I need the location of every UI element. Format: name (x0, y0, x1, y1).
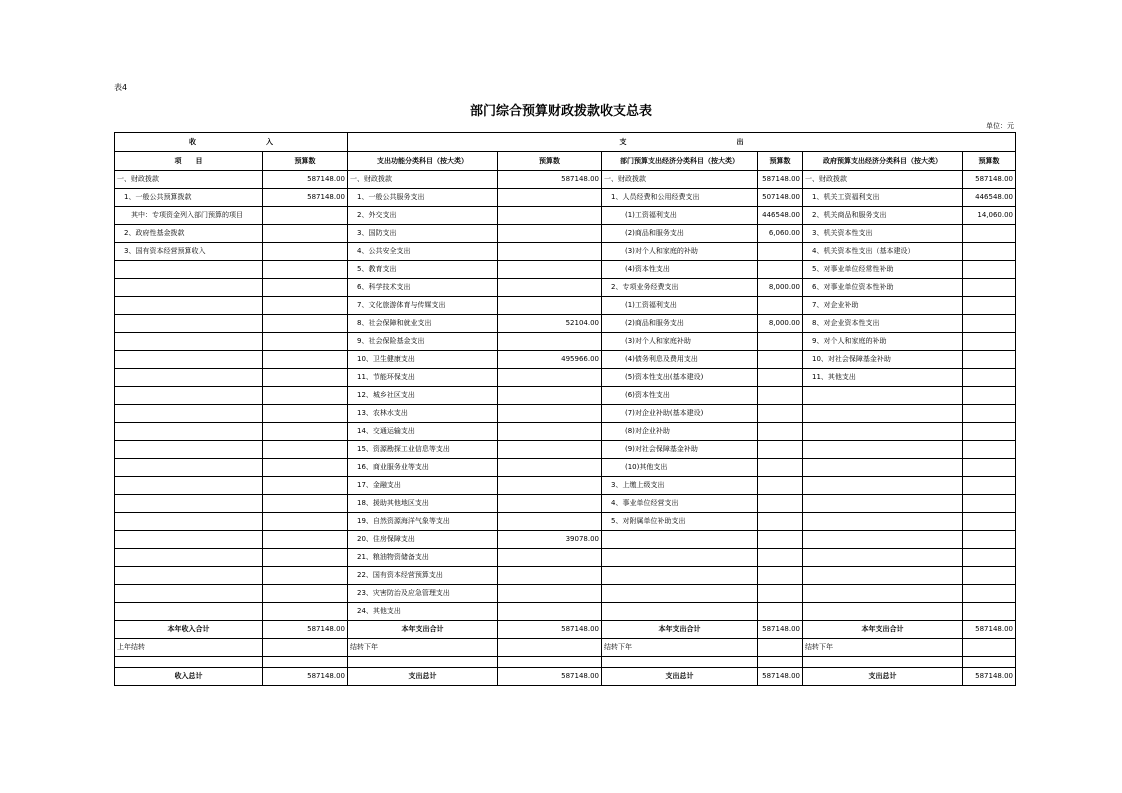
dept-econ-budget-cell: 8,000.00 (758, 315, 803, 333)
dept-econ-item-cell: 5、对附属单位补助支出 (602, 513, 758, 531)
func-budget-cell (498, 405, 602, 423)
prev-year-carry-label: 上年结转 (115, 639, 263, 657)
income-item-cell (115, 297, 263, 315)
next-year-carry-value (498, 639, 602, 657)
gov-econ-budget-cell (963, 477, 1016, 495)
gov-econ-item-cell (803, 405, 963, 423)
dept-econ-item-cell (602, 585, 758, 603)
func-subject-cell: 12、城乡社区支出 (348, 387, 498, 405)
gov-econ-budget-cell (963, 261, 1016, 279)
func-subject-cell: 22、国有资本经营预算支出 (348, 567, 498, 585)
table-row (115, 567, 1016, 585)
dept-econ-budget-cell: 6,060.00 (758, 225, 803, 243)
gov-econ-item-cell: 5、对事业单位经常性补助 (803, 261, 963, 279)
income-budget-cell: 587148.00 (263, 171, 348, 189)
table-number: 表4 (114, 83, 128, 92)
income-item-cell (115, 423, 263, 441)
table-row (115, 369, 1016, 387)
gov-econ-header: 政府预算支出经济分类科目（按大类） (803, 152, 963, 171)
func-subject-cell: 24、其他支出 (348, 603, 498, 621)
func-subject-cell: 3、国防支出 (348, 225, 498, 243)
income-item-cell: 其中：专项资金列入部门预算的项目 (115, 207, 263, 225)
gov-econ-item-cell (803, 459, 963, 477)
income-budget-cell (263, 405, 348, 423)
income-item-cell (115, 567, 263, 585)
gov-econ-budget-cell: 587148.00 (963, 171, 1016, 189)
budget-header: 预算数 (263, 152, 348, 171)
income-budget-cell: 587148.00 (263, 189, 348, 207)
dept-econ-budget-cell (758, 351, 803, 369)
gov-econ-item-cell (803, 531, 963, 549)
dept-econ-item-cell: (5)资本性支出(基本建设) (602, 369, 758, 387)
item-header: 项 目 (115, 152, 263, 171)
budget-header: 预算数 (758, 152, 803, 171)
grand-expense-label: 支出总计 (602, 668, 758, 686)
func-subject-cell: 10、卫生健康支出 (348, 351, 498, 369)
func-budget-cell (498, 567, 602, 585)
func-subject-cell: 18、援助其他地区支出 (348, 495, 498, 513)
income-budget-cell (263, 549, 348, 567)
func-budget-cell (498, 585, 602, 603)
dept-econ-item-cell (602, 531, 758, 549)
table-row (115, 405, 1016, 423)
income-budget-cell (263, 207, 348, 225)
func-budget-cell: 495966.00 (498, 351, 602, 369)
spacer-cell (803, 657, 963, 668)
income-budget-cell (263, 567, 348, 585)
gov-econ-budget-cell (963, 351, 1016, 369)
income-budget-cell (263, 243, 348, 261)
table-row (115, 225, 1016, 243)
income-item-cell (115, 351, 263, 369)
func-budget-cell (498, 459, 602, 477)
table-row (115, 351, 1016, 369)
dept-econ-item-cell: (3)对个人和家庭补助 (602, 333, 758, 351)
income-item-cell (115, 279, 263, 297)
income-total-label: 本年收入合计 (115, 621, 263, 639)
income-budget-cell (263, 495, 348, 513)
func-subject-cell: 5、教育支出 (348, 261, 498, 279)
gov-econ-item-cell (803, 603, 963, 621)
dept-econ-item-cell: 4、事业单位经营支出 (602, 495, 758, 513)
func-subject-cell: 23、灾害防治及应急管理支出 (348, 585, 498, 603)
gov-econ-item-cell (803, 477, 963, 495)
dept-econ-item-cell: (9)对社会保障基金补助 (602, 441, 758, 459)
income-budget-cell (263, 261, 348, 279)
func-budget-cell (498, 279, 602, 297)
income-item-cell: 3、国有资本经营预算收入 (115, 243, 263, 261)
dept-econ-budget-cell: 446548.00 (758, 207, 803, 225)
func-budget-cell (498, 369, 602, 387)
next-year-carry-value (758, 639, 803, 657)
income-budget-cell (263, 297, 348, 315)
func-subject-cell: 15、资源勘探工业信息等支出 (348, 441, 498, 459)
grand-expense-value: 587148.00 (498, 668, 602, 686)
func-subject-cell: 4、公共安全支出 (348, 243, 498, 261)
dept-econ-budget-cell (758, 477, 803, 495)
table-row (115, 513, 1016, 531)
budget-table (114, 132, 1016, 686)
gov-econ-budget-cell (963, 279, 1016, 297)
income-item-cell (115, 315, 263, 333)
gov-econ-budget-cell (963, 423, 1016, 441)
dept-econ-item-cell: (2)商品和服务支出 (602, 225, 758, 243)
dept-econ-item-cell: 1、人员经费和公用经费支出 (602, 189, 758, 207)
gov-econ-budget-cell (963, 243, 1016, 261)
table-row (115, 495, 1016, 513)
income-budget-cell (263, 423, 348, 441)
next-year-carry-label: 结转下年 (348, 639, 498, 657)
func-subject-header: 支出功能分类科目（按大类） (348, 152, 498, 171)
func-budget-cell: 587148.00 (498, 171, 602, 189)
dept-econ-item-cell (602, 549, 758, 567)
func-budget-cell (498, 441, 602, 459)
func-budget-cell (498, 243, 602, 261)
dept-econ-budget-cell: 587148.00 (758, 171, 803, 189)
func-subject-cell: 11、节能环保支出 (348, 369, 498, 387)
page-title: 部门综合预算财政拨款收支总表 (469, 104, 652, 119)
dept-econ-item-cell: (2)商品和服务支出 (602, 315, 758, 333)
table-row (115, 189, 1016, 207)
dept-econ-budget-cell (758, 387, 803, 405)
func-subject-cell: 16、商业服务业等支出 (348, 459, 498, 477)
gov-econ-item-cell: 1、机关工资福利支出 (803, 189, 963, 207)
income-budget-cell (263, 387, 348, 405)
dept-econ-item-cell: (4)债务利息及费用支出 (602, 351, 758, 369)
next-year-carry-label: 结转下年 (602, 639, 758, 657)
spacer-cell (498, 657, 602, 668)
func-subject-cell: 2、外交支出 (348, 207, 498, 225)
grand-expense-value: 587148.00 (963, 668, 1016, 686)
dept-econ-item-cell (602, 567, 758, 585)
gov-econ-budget-cell (963, 225, 1016, 243)
dept-econ-item-cell: (4)资本性支出 (602, 261, 758, 279)
func-budget-cell (498, 387, 602, 405)
gov-econ-item-cell (803, 423, 963, 441)
table-row (115, 333, 1016, 351)
gov-econ-item-cell: 11、其他支出 (803, 369, 963, 387)
grand-expense-label: 支出总计 (803, 668, 963, 686)
gov-econ-item-cell: 3、机关资本性支出 (803, 225, 963, 243)
gov-econ-item-cell (803, 549, 963, 567)
dept-econ-item-cell: (1)工资福利支出 (602, 207, 758, 225)
func-subject-cell: 14、交通运输支出 (348, 423, 498, 441)
func-subject-cell: 6、科学技术支出 (348, 279, 498, 297)
gov-econ-item-cell: 2、机关商品和服务支出 (803, 207, 963, 225)
income-budget-cell (263, 225, 348, 243)
income-item-cell (115, 261, 263, 279)
income-budget-cell (263, 369, 348, 387)
income-total-value: 587148.00 (263, 621, 348, 639)
dept-econ-item-cell: 一、财政拨款 (602, 171, 758, 189)
func-budget-cell (498, 225, 602, 243)
income-budget-cell (263, 279, 348, 297)
income-section-header: 收 入 (115, 133, 348, 152)
gov-econ-budget-cell (963, 603, 1016, 621)
income-budget-cell (263, 351, 348, 369)
spacer-cell (602, 657, 758, 668)
table-row (115, 423, 1016, 441)
income-item-cell (115, 603, 263, 621)
gov-econ-item-cell (803, 513, 963, 531)
dept-econ-budget-cell (758, 549, 803, 567)
dept-econ-budget-cell (758, 585, 803, 603)
gov-econ-budget-cell (963, 441, 1016, 459)
income-budget-cell (263, 333, 348, 351)
func-budget-cell: 52104.00 (498, 315, 602, 333)
func-budget-cell (498, 495, 602, 513)
income-item-cell (115, 531, 263, 549)
income-budget-cell (263, 315, 348, 333)
table-row (115, 207, 1016, 225)
budget-header: 预算数 (498, 152, 602, 171)
income-item-cell (115, 369, 263, 387)
gov-econ-item-cell (803, 387, 963, 405)
gov-econ-item-cell: 8、对企业资本性支出 (803, 315, 963, 333)
income-item-cell: 一、财政拨款 (115, 171, 263, 189)
income-item-cell: 2、政府性基金拨款 (115, 225, 263, 243)
gov-econ-budget-cell (963, 387, 1016, 405)
dept-econ-budget-cell (758, 243, 803, 261)
income-budget-cell (263, 441, 348, 459)
dept-econ-item-cell: (6)资本性支出 (602, 387, 758, 405)
gov-econ-budget-cell (963, 567, 1016, 585)
gov-econ-item-cell: 4、机关资本性支出（基本建设） (803, 243, 963, 261)
gov-econ-budget-cell (963, 531, 1016, 549)
income-budget-cell (263, 531, 348, 549)
func-subject-cell: 13、农林水支出 (348, 405, 498, 423)
table-row (115, 549, 1016, 567)
func-budget-cell (498, 261, 602, 279)
func-subject-cell: 17、金融支出 (348, 477, 498, 495)
expense-total-label: 本年支出合计 (803, 621, 963, 639)
dept-econ-item-cell: 3、上缴上级支出 (602, 477, 758, 495)
dept-econ-budget-cell (758, 459, 803, 477)
gov-econ-budget-cell (963, 315, 1016, 333)
dept-econ-budget-cell (758, 423, 803, 441)
income-item-cell (115, 549, 263, 567)
gov-econ-item-cell (803, 567, 963, 585)
func-subject-cell: 1、一般公共服务支出 (348, 189, 498, 207)
expense-total-value: 587148.00 (963, 621, 1016, 639)
dept-econ-budget-cell: 507148.00 (758, 189, 803, 207)
unit-label: 单位：元 (986, 122, 1014, 130)
func-budget-cell: 39078.00 (498, 531, 602, 549)
income-budget-cell (263, 477, 348, 495)
gov-econ-item-cell: 10、对社会保障基金补助 (803, 351, 963, 369)
gov-econ-item-cell: 6、对事业单位资本性补助 (803, 279, 963, 297)
func-subject-cell: 8、社会保障和就业支出 (348, 315, 498, 333)
func-budget-cell (498, 207, 602, 225)
table-row (115, 459, 1016, 477)
income-item-cell (115, 459, 263, 477)
income-item-cell (115, 513, 263, 531)
gov-econ-budget-cell (963, 369, 1016, 387)
dept-econ-item-cell: (7)对企业补助(基本建设) (602, 405, 758, 423)
gov-econ-budget-cell (963, 297, 1016, 315)
gov-econ-item-cell (803, 495, 963, 513)
table-row (115, 171, 1016, 189)
dept-econ-item-cell: 2、专项业务经费支出 (602, 279, 758, 297)
gov-econ-item-cell: 9、对个人和家庭的补助 (803, 333, 963, 351)
dept-econ-budget-cell (758, 513, 803, 531)
table-row (115, 441, 1016, 459)
gov-econ-budget-cell (963, 585, 1016, 603)
expense-total-value: 587148.00 (758, 621, 803, 639)
gov-econ-budget-cell (963, 513, 1016, 531)
gov-econ-budget-cell (963, 333, 1016, 351)
dept-econ-budget-cell (758, 531, 803, 549)
grand-expense-value: 587148.00 (758, 668, 803, 686)
income-item-cell (115, 387, 263, 405)
table-row (115, 297, 1016, 315)
dept-econ-budget-cell (758, 369, 803, 387)
income-item-cell (115, 477, 263, 495)
table-row (115, 243, 1016, 261)
gov-econ-budget-cell (963, 459, 1016, 477)
gov-econ-item-cell: 7、对企业补助 (803, 297, 963, 315)
dept-econ-budget-cell (758, 495, 803, 513)
income-item-cell (115, 585, 263, 603)
func-budget-cell (498, 549, 602, 567)
dept-econ-header: 部门预算支出经济分类科目（按大类） (602, 152, 758, 171)
grand-income-label: 收入总计 (115, 668, 263, 686)
income-item-cell: 1、一般公共预算拨款 (115, 189, 263, 207)
gov-econ-item-cell (803, 585, 963, 603)
gov-econ-budget-cell (963, 405, 1016, 423)
income-budget-cell (263, 603, 348, 621)
dept-econ-item-cell: (10)其他支出 (602, 459, 758, 477)
expense-total-value: 587148.00 (498, 621, 602, 639)
prev-year-carry-value (263, 639, 348, 657)
table-row (115, 387, 1016, 405)
dept-econ-budget-cell (758, 297, 803, 315)
spacer-cell (263, 657, 348, 668)
next-year-carry-label: 结转下年 (803, 639, 963, 657)
func-subject-cell: 9、社会保险基金支出 (348, 333, 498, 351)
dept-econ-budget-cell: 8,000.00 (758, 279, 803, 297)
gov-econ-item-cell: 一、财政拨款 (803, 171, 963, 189)
gov-econ-budget-cell: 14,060.00 (963, 207, 1016, 225)
income-item-cell (115, 333, 263, 351)
dept-econ-budget-cell (758, 333, 803, 351)
table-row (115, 477, 1016, 495)
income-item-cell (115, 495, 263, 513)
grand-income-value: 587148.00 (263, 668, 348, 686)
expense-section-header: 支 出 (348, 133, 1016, 152)
func-subject-cell: 7、文化旅游体育与传媒支出 (348, 297, 498, 315)
table-row (115, 603, 1016, 621)
expense-total-label: 本年支出合计 (348, 621, 498, 639)
gov-econ-item-cell (803, 441, 963, 459)
expense-total-label: 本年支出合计 (602, 621, 758, 639)
func-budget-cell (498, 603, 602, 621)
spacer-cell (758, 657, 803, 668)
gov-econ-budget-cell (963, 549, 1016, 567)
dept-econ-item-cell: (8)对企业补助 (602, 423, 758, 441)
func-budget-cell (498, 297, 602, 315)
gov-econ-budget-cell: 446548.00 (963, 189, 1016, 207)
table-row (115, 261, 1016, 279)
func-budget-cell (498, 477, 602, 495)
func-subject-cell: 21、粮油物资储备支出 (348, 549, 498, 567)
dept-econ-budget-cell (758, 405, 803, 423)
dept-econ-budget-cell (758, 441, 803, 459)
income-budget-cell (263, 513, 348, 531)
table-row (115, 279, 1016, 297)
func-budget-cell (498, 189, 602, 207)
dept-econ-budget-cell (758, 261, 803, 279)
spacer-cell (348, 657, 498, 668)
func-subject-cell: 19、自然资源海洋气象等支出 (348, 513, 498, 531)
func-subject-cell: 一、财政拨款 (348, 171, 498, 189)
func-subject-cell: 20、住房保障支出 (348, 531, 498, 549)
income-item-cell (115, 405, 263, 423)
budget-header: 预算数 (963, 152, 1016, 171)
table-row (115, 585, 1016, 603)
income-item-cell (115, 441, 263, 459)
spacer-cell (963, 657, 1016, 668)
func-budget-cell (498, 423, 602, 441)
dept-econ-item-cell: (3)对个人和家庭的补助 (602, 243, 758, 261)
dept-econ-item-cell: (1)工资福利支出 (602, 297, 758, 315)
next-year-carry-value (963, 639, 1016, 657)
dept-econ-budget-cell (758, 603, 803, 621)
func-budget-cell (498, 513, 602, 531)
dept-econ-budget-cell (758, 567, 803, 585)
dept-econ-item-cell (602, 603, 758, 621)
table-row (115, 531, 1016, 549)
income-budget-cell (263, 585, 348, 603)
func-budget-cell (498, 333, 602, 351)
grand-expense-label: 支出总计 (348, 668, 498, 686)
table-row (115, 315, 1016, 333)
spacer-cell (115, 657, 263, 668)
income-budget-cell (263, 459, 348, 477)
gov-econ-budget-cell (963, 495, 1016, 513)
